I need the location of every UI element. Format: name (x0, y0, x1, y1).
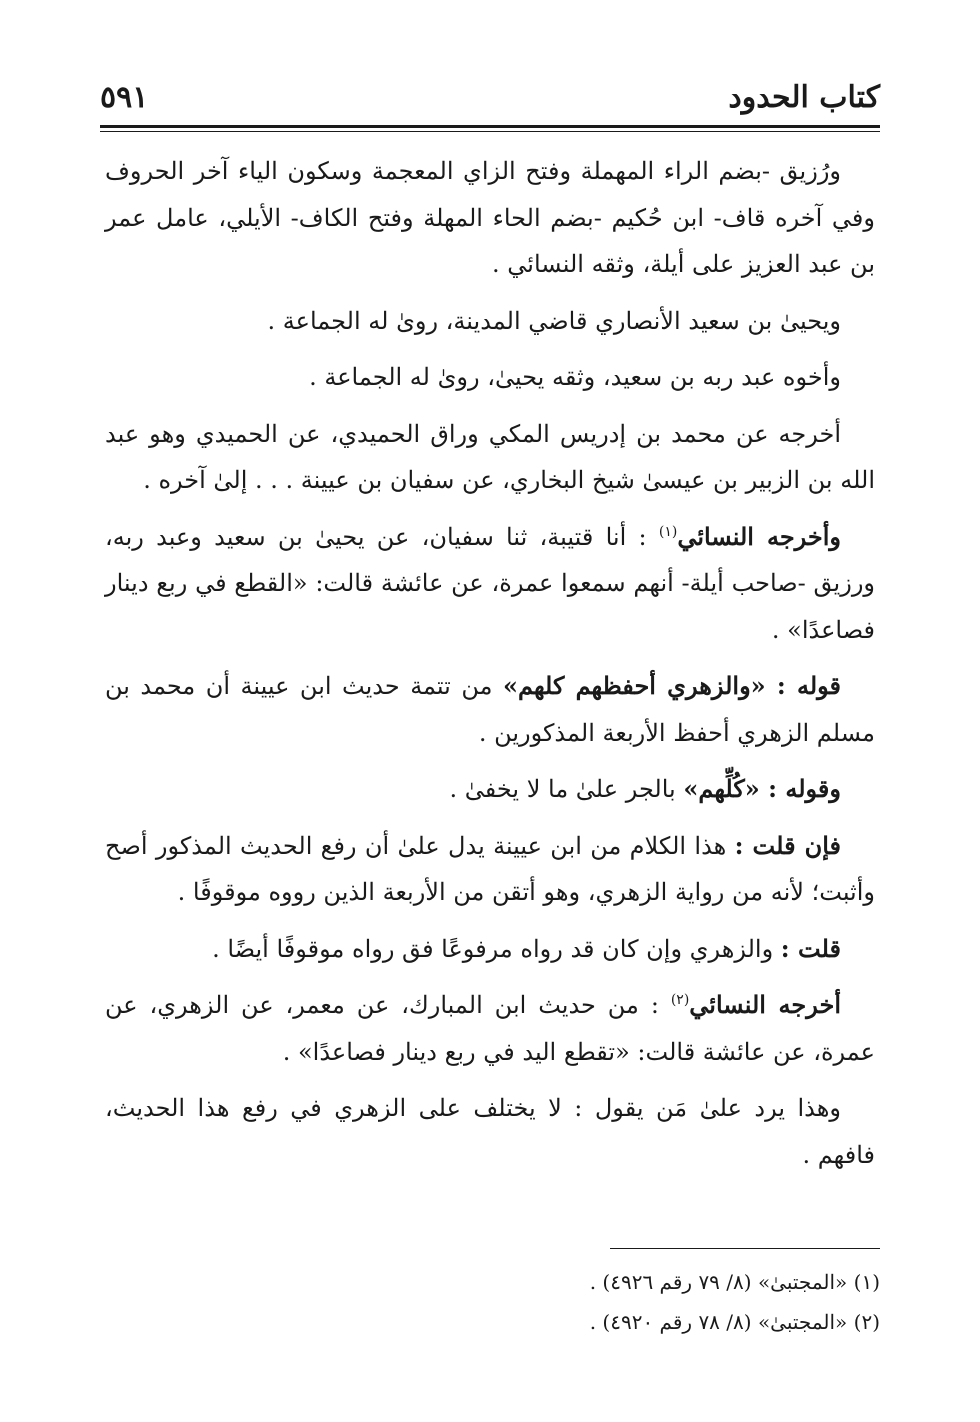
paragraph-2 (105, 298, 875, 345)
paragraph-text: ورُزيق -بضم الراء المهملة وفتح الزاي المعجمة وسكون الياء آخر الحروف وفي آخره قاف- ابن حُكيم -بضم الحاء المهلة وفتح الكاف- الأيلي، عامل عمر بن عبد العزيز على أيلة، وثقه النسائي . (105, 157, 875, 278)
paragraph-text: والزهري وإن كان قد رواه مرفوعًا فق رواه موقوفًا أيضًا . (212, 934, 781, 963)
paragraph-1 (105, 148, 875, 288)
bold-lead: وقوله : «كُلِّهم» (683, 774, 841, 803)
paragraph-text: هذا الكلام من ابن عيينة يدل علىٰ أن رفع الحديث المذكور أصح وأثبت؛ لأنه من رواية الزهري، وهو أتقن من الأربعة الذين رووه موقوفًا . (105, 831, 875, 906)
footnote-2: (٢) «المجتبىٰ» (٨/ ٧٨ رقم ٤٩٢٠) . (589, 1310, 880, 1334)
bold-lead: قلت : (780, 933, 841, 963)
bold-lead: قوله : «والزهري أحفظهم كلهم» (502, 671, 842, 700)
bold-lead: أخرجه النسائي (689, 990, 842, 1019)
footnotes (100, 1262, 880, 1342)
paragraph-8 (105, 823, 875, 916)
paragraph-11 (105, 1085, 875, 1178)
paragraph-text: ويحيىٰ بن سعيد الأنصاري قاضي المدينة، روىٰ له الجماعة . (267, 306, 841, 335)
body-text (105, 148, 875, 1188)
page-header (100, 70, 880, 122)
paragraph-9 (105, 926, 875, 973)
footnote-ref: (١) (658, 523, 678, 540)
paragraph-4 (105, 411, 875, 504)
bold-lead: وأخرجه النسائي (677, 521, 841, 551)
footnote-separator (610, 1248, 880, 1249)
paragraph-text: : أنا قتيبة، ثنا سفيان، عن يحيىٰ بن سعيد وعبد ربه، ورزيق -صاحب أيلة- أنهم سمعوا عمرة، عن عائشة قالت: «القطع في ربع دينار فصاعدًا» . (105, 522, 875, 644)
paragraph-text: وأخوه عبد ربه بن سعيد، وثقه يحيىٰ، روىٰ له الجماعة . (309, 363, 841, 391)
paragraph-text: : من حديث ابن المبارك، عن معمر، عن الزهري، عن عمرة، عن عائشة قالت: «تقطع اليد في ربع دينار فصاعدًا» . (105, 991, 875, 1066)
paragraph-text: أخرجه عن محمد بن إدريس المكي وراق الحميدي، عن الحميدي وهو عبد الله بن الزبير بن عيسىٰ شيخ البخاري، عن سفيان بن عيينة . . . إلىٰ آخره . (105, 419, 875, 494)
running-title: كتاب الحدود (728, 80, 880, 115)
paragraph-6 (105, 663, 875, 756)
header-rule-thin (100, 131, 880, 132)
footnote-1: (١) «المجتبىٰ» (٨/ ٧٩ رقم ٤٩٢٦) . (589, 1270, 880, 1294)
paragraph-7 (105, 766, 875, 813)
footnote-ref: (٢) (670, 992, 690, 1008)
paragraph-5 (105, 514, 875, 654)
bold-lead: فإن قلت : (734, 830, 842, 860)
paragraph-text: من تتمة حديث ابن عيينة أن محمد بن مسلم الزهري أحفظ الأربعة المذكورين . (105, 672, 875, 747)
paragraph-text: وهذا يرد علىٰ مَن يقول : لا يختلف على الزهري في رفع هذا الحديث، فافهم . (105, 1094, 875, 1169)
header-rule-thick (100, 125, 880, 128)
page-number: ٥٩١ (100, 80, 149, 115)
paragraph-10 (105, 982, 875, 1075)
paragraph-3 (105, 354, 875, 401)
paragraph-text: بالجر علىٰ ما لا يخفىٰ . (449, 775, 684, 803)
